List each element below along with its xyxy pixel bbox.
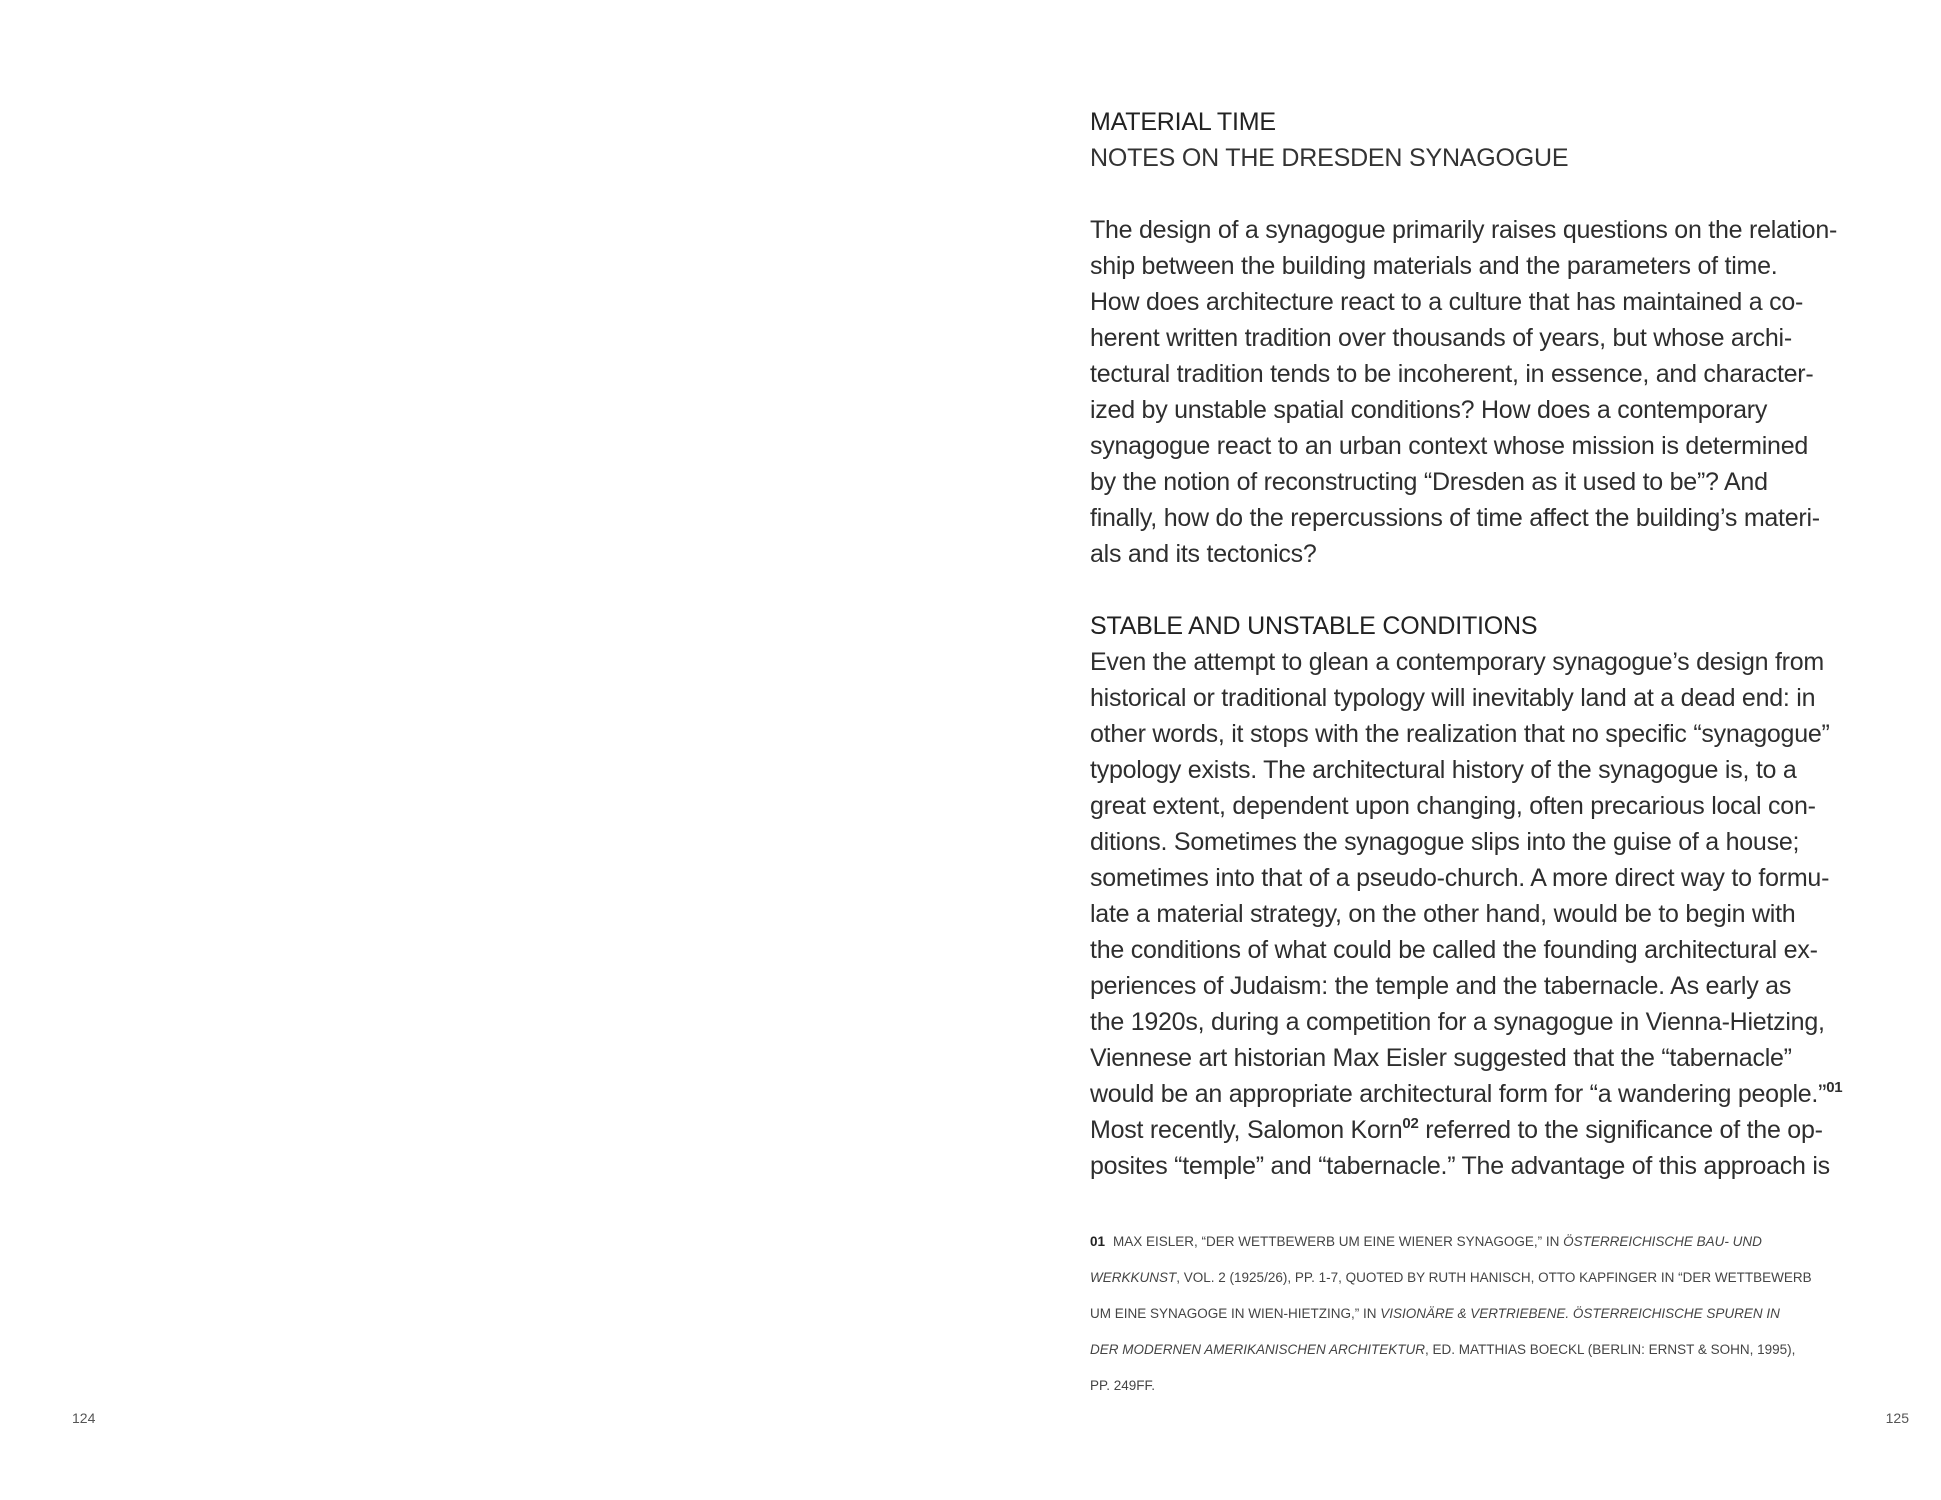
text-line: herent written tradition over thousands of years, but whose archi-	[1090, 324, 1792, 352]
footnote-line	[1090, 1296, 1880, 1332]
text-line: The design of a synagogue primarily raises questions on the relation-	[1090, 216, 1838, 244]
footnote-line	[1090, 1368, 1880, 1404]
text-line: great extent, dependent upon changing, often precarious local con-	[1090, 792, 1816, 820]
footnote-text: UM EINE SYNAGOGE IN WIEN-HIETZING,” IN	[1090, 1306, 1381, 1321]
text-line: Even the attempt to glean a contemporary synagogue’s design from	[1090, 648, 1824, 676]
text-line	[1090, 1076, 1870, 1112]
footnote-text: PP. 249FF.	[1090, 1378, 1156, 1393]
left-page-number: 124	[72, 1410, 96, 1426]
section-stable-unstable	[1090, 608, 1870, 1184]
text-line: typology exists. The architectural history of the synagogue is, to a	[1090, 756, 1797, 784]
right-page-number: 125	[1885, 1410, 1909, 1426]
text-line	[1090, 1112, 1870, 1148]
section-heading: STABLE AND UNSTABLE CONDITIONS	[1090, 612, 1538, 640]
footnote-text: , VOL. 2 (1925/26), PP. 1-7, QUOTED BY RUTH HANISCH, OTTO KAPFINGER IN “DER WETTBEWERB	[1176, 1270, 1812, 1285]
footnote-line	[1090, 1224, 1880, 1260]
text-line-content: referred to the significance of the op-	[1418, 1116, 1823, 1144]
text-line-content: Most recently, Salomon Korn	[1090, 1116, 1403, 1144]
text-line: synagogue react to an urban context whose mission is determined	[1090, 432, 1809, 460]
text-line: ditions. Sometimes the synagogue slips into the guise of a house;	[1090, 828, 1800, 856]
text-line-content: would be an appropriate architectural form for “a wandering people.”	[1090, 1080, 1827, 1108]
footnote-italic-text: VISIONÄRE & VERTRIEBENE. ÖSTERREICHISCHE SPUREN IN	[1380, 1306, 1780, 1321]
footnote-line	[1090, 1332, 1880, 1368]
text-line: ized by unstable spatial conditions? How does a contemporary	[1090, 396, 1768, 424]
footnote-italic-text: DER MODERNEN AMERIKANISCHEN ARCHITEKTUR	[1090, 1342, 1426, 1357]
footnote-text: , ED. MATTHIAS BOECKL (BERLIN: ERNST & SOHN, 1995),	[1425, 1342, 1796, 1357]
text-line: other words, it stops with the realization that no specific “synagogue”	[1090, 720, 1830, 748]
text-line: finally, how do the repercussions of time affect the building’s materi-	[1090, 504, 1820, 532]
footnotes	[1090, 1224, 1880, 1404]
text-line: the 1920s, during a competition for a synagogue in Vienna-Hietzing,	[1090, 1008, 1825, 1036]
text-line: sometimes into that of a pseudo-church. A more direct way to formu-	[1090, 864, 1830, 892]
text-column	[1090, 104, 1870, 1184]
chapter-title: MATERIAL TIME	[1090, 108, 1276, 136]
text-line: the conditions of what could be called the founding architectural ex-	[1090, 936, 1818, 964]
footnote-text: MAX EISLER, “DER WETTBEWERB UM EINE WIENER SYNAGOGE,” IN	[1113, 1234, 1564, 1249]
footnote-italic-text: ÖSTERREICHISCHE BAU- UND	[1563, 1234, 1762, 1249]
text-line: by the notion of reconstructing “Dresden as it used to be”? And	[1090, 468, 1768, 496]
chapter-subtitle: NOTES ON THE DRESDEN SYNAGOGUE	[1090, 144, 1569, 172]
text-line: periences of Judaism: the temple and the tabernacle. As early as	[1090, 972, 1792, 1000]
right-page	[970, 0, 1941, 1500]
text-line: Viennese art historian Max Eisler suggested that the “tabernacle”	[1090, 1044, 1792, 1072]
text-line: als and its tectonics?	[1090, 540, 1317, 568]
text-line: posites “temple” and “tabernacle.” The advantage of this approach is	[1090, 1152, 1830, 1180]
intro-paragraph	[1090, 212, 1870, 572]
footnote-italic-text: WERKKUNST	[1090, 1270, 1177, 1285]
footnote-reference[interactable]: 02	[1402, 1115, 1419, 1132]
text-line: late a material strategy, on the other hand, would be to begin with	[1090, 900, 1796, 928]
text-line: ship between the building materials and the parameters of time.	[1090, 252, 1778, 280]
footnote-number: 01	[1090, 1234, 1106, 1249]
text-line: tectural tradition tends to be incoherent, in essence, and character-	[1090, 360, 1814, 388]
text-line: historical or traditional typology will inevitably land at a dead end: in	[1090, 684, 1816, 712]
footnote-01	[1090, 1224, 1880, 1404]
footnote-line	[1090, 1260, 1880, 1296]
footnote-reference[interactable]: 01	[1826, 1079, 1843, 1096]
left-page	[0, 0, 970, 1500]
section-paragraph	[1090, 644, 1870, 1184]
text-line: How does architecture react to a culture that has maintained a co-	[1090, 288, 1804, 316]
